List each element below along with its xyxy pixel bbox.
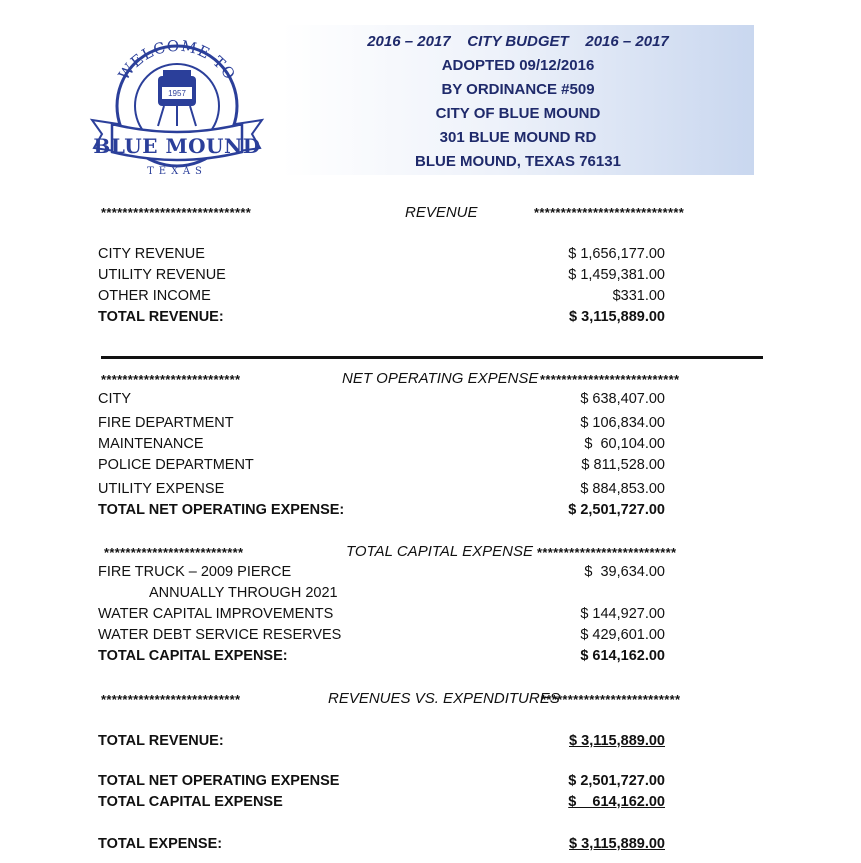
net-operating-section-title: NET OPERATING EXPENSE bbox=[342, 370, 539, 387]
net-operating-row-label: MAINTENANCE bbox=[98, 436, 204, 452]
net-operating-row-value: $ 638,407.00 bbox=[580, 391, 665, 407]
revenue-row-value: $331.00 bbox=[612, 288, 665, 304]
revenue-stars-right: **************************** bbox=[534, 205, 685, 220]
summary-net-operating-label: TOTAL NET OPERATING EXPENSE bbox=[98, 773, 340, 789]
revenue-section-title: REVENUE bbox=[405, 204, 478, 221]
net-operating-row-label: UTILITY EXPENSE bbox=[98, 481, 225, 497]
summary-total-expense-value: $ 3,115,889.00 bbox=[569, 836, 665, 852]
summary-net-operating-value: $ 2,501,727.00 bbox=[568, 773, 665, 789]
net-operating-row-label: FIRE DEPARTMENT bbox=[98, 415, 234, 431]
total-capital-label: TOTAL CAPITAL EXPENSE: bbox=[98, 648, 288, 664]
header-city-state-zip: BLUE MOUND, TEXAS 76131 bbox=[415, 153, 621, 170]
header-budget-line: 2016 – 2017 CITY BUDGET 2016 – 2017 bbox=[367, 33, 669, 50]
header-address: 301 BLUE MOUND RD bbox=[439, 129, 597, 146]
capital-row-note: ANNUALLY THROUGH 2021 bbox=[149, 585, 338, 601]
total-revenue-value: $ 3,115,889.00 bbox=[569, 309, 665, 325]
revenue-row-value: $ 1,459,381.00 bbox=[568, 267, 665, 283]
revenue-row-label: OTHER INCOME bbox=[98, 288, 211, 304]
header-city: CITY OF BLUE MOUND bbox=[435, 105, 601, 122]
net-operating-row-value: $ 811,528.00 bbox=[581, 457, 665, 473]
total-net-operating-label: TOTAL NET OPERATING EXPENSE: bbox=[98, 502, 345, 518]
net-operating-row-value: $ 884,853.00 bbox=[580, 481, 665, 497]
capital-row-label: WATER CAPITAL IMPROVEMENTS bbox=[98, 606, 334, 622]
summary-capital-label: TOTAL CAPITAL EXPENSE bbox=[98, 794, 283, 810]
capital-section-title: TOTAL CAPITAL EXPENSE bbox=[346, 543, 534, 560]
revenue-stars-left: **************************** bbox=[101, 205, 252, 220]
logo-name: BLUE MOUND bbox=[93, 134, 261, 158]
summary-total-revenue-label: TOTAL REVENUE: bbox=[98, 733, 224, 749]
total-revenue-label: TOTAL REVENUE: bbox=[98, 309, 224, 325]
net-operating-row-label: CITY bbox=[98, 391, 132, 407]
logo-year: 1957 bbox=[168, 89, 186, 98]
capital-row-label: WATER DEBT SERVICE RESERVES bbox=[98, 627, 342, 643]
revenue-row-label: CITY REVENUE bbox=[98, 246, 205, 262]
total-capital-value: $ 614,162.00 bbox=[580, 648, 665, 664]
summary-stars-left: ************************** bbox=[101, 692, 241, 707]
capital-stars-left: ************************** bbox=[104, 545, 244, 560]
blue-mound-logo bbox=[88, 40, 266, 180]
logo-top-text: WELCOME TO bbox=[114, 40, 240, 84]
capital-stars-right: ************************** bbox=[537, 545, 677, 560]
capital-row-value: $ 429,601.00 bbox=[580, 627, 665, 643]
summary-stars-right: ************************** bbox=[541, 692, 681, 707]
net-operating-row-value: $ 106,834.00 bbox=[580, 415, 665, 431]
capital-row-label: FIRE TRUCK – 2009 PIERCE bbox=[98, 564, 292, 580]
summary-section-title: REVENUES VS. EXPENDITURES bbox=[328, 690, 560, 707]
capital-row-value: $ 144,927.00 bbox=[580, 606, 665, 622]
capital-row-value: $ 39,634.00 bbox=[584, 564, 665, 580]
header-adopted: ADOPTED 09/12/2016 bbox=[441, 57, 595, 74]
section-divider bbox=[101, 356, 763, 359]
header-ordinance: BY ORDINANCE #509 bbox=[441, 81, 595, 98]
header-box bbox=[282, 25, 754, 175]
net-operating-row-label: POLICE DEPARTMENT bbox=[98, 457, 254, 473]
revenue-row-value: $ 1,656,177.00 bbox=[568, 246, 665, 262]
logo-state: TEXAS bbox=[147, 166, 207, 177]
total-net-operating-value: $ 2,501,727.00 bbox=[568, 502, 665, 518]
summary-capital-value: $ 614,162.00 bbox=[568, 794, 665, 810]
net-operating-stars-left: ************************** bbox=[101, 372, 241, 387]
summary-total-expense-label: TOTAL EXPENSE: bbox=[98, 836, 223, 852]
revenue-row-label: UTILITY REVENUE bbox=[98, 267, 226, 283]
net-operating-stars-right: ************************** bbox=[540, 372, 680, 387]
net-operating-row-value: $ 60,104.00 bbox=[584, 436, 665, 452]
summary-total-revenue-value: $ 3,115,889.00 bbox=[569, 733, 665, 749]
